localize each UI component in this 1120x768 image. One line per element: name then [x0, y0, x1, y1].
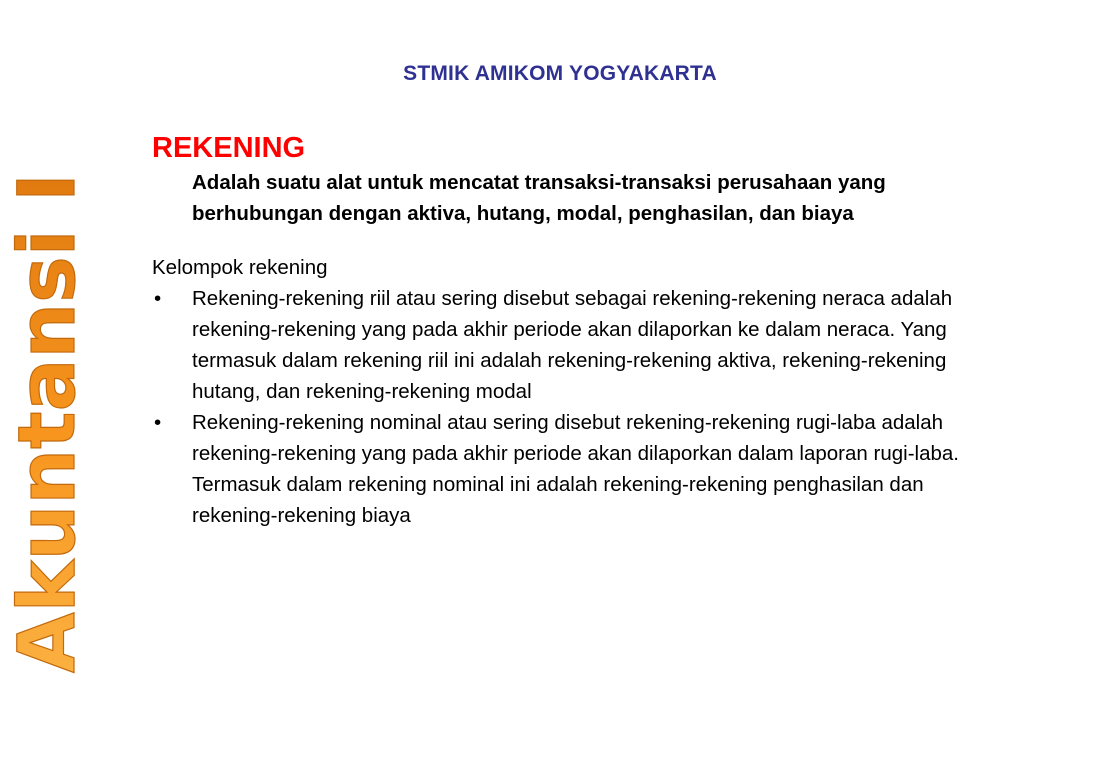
list-item-text: Rekening-rekening riil atau sering disebut sebagai rekening-rekening neraca adalah rekening-rekening yang pada akhir periode akan dilaporkan ke dalam neraca. Yang termasuk dalam rekening riil ini adalah rekening-rekening aktiva, rekening-rekening hutang, dan rekening-rekening modal: [192, 287, 953, 403]
group-title: Kelompok rekening: [152, 256, 328, 279]
list-item: [152, 283, 982, 407]
content-area: [152, 128, 982, 531]
side-banner-graphic: [3, 170, 93, 676]
list-item: [152, 407, 982, 531]
section-title: REKENING: [152, 132, 306, 164]
definition-text: Adalah suatu alat untuk mencatat transaksi-transaksi perusahaan yang berhubungan dengan aktiva, hutang, modal, penghasilan, dan biaya: [192, 171, 886, 225]
header-title: STMIK AMIKOM YOGYAKARTA: [403, 62, 717, 85]
bullet-icon: •: [154, 411, 162, 434]
side-banner: [3, 170, 93, 676]
bullet-icon: •: [154, 287, 162, 310]
side-banner-text: Akuntansi I: [3, 174, 93, 673]
bullet-list: [152, 283, 982, 531]
list-item-text: Rekening-rekening nominal atau sering disebut rekening-rekening rugi-laba adalah rekening-rekening yang pada akhir periode akan dilaporkan dalam laporan rugi-laba. Termasuk dalam rekening nominal ini adalah rekening-rekening penghasilan dan rekening-rekening biaya: [192, 411, 959, 527]
